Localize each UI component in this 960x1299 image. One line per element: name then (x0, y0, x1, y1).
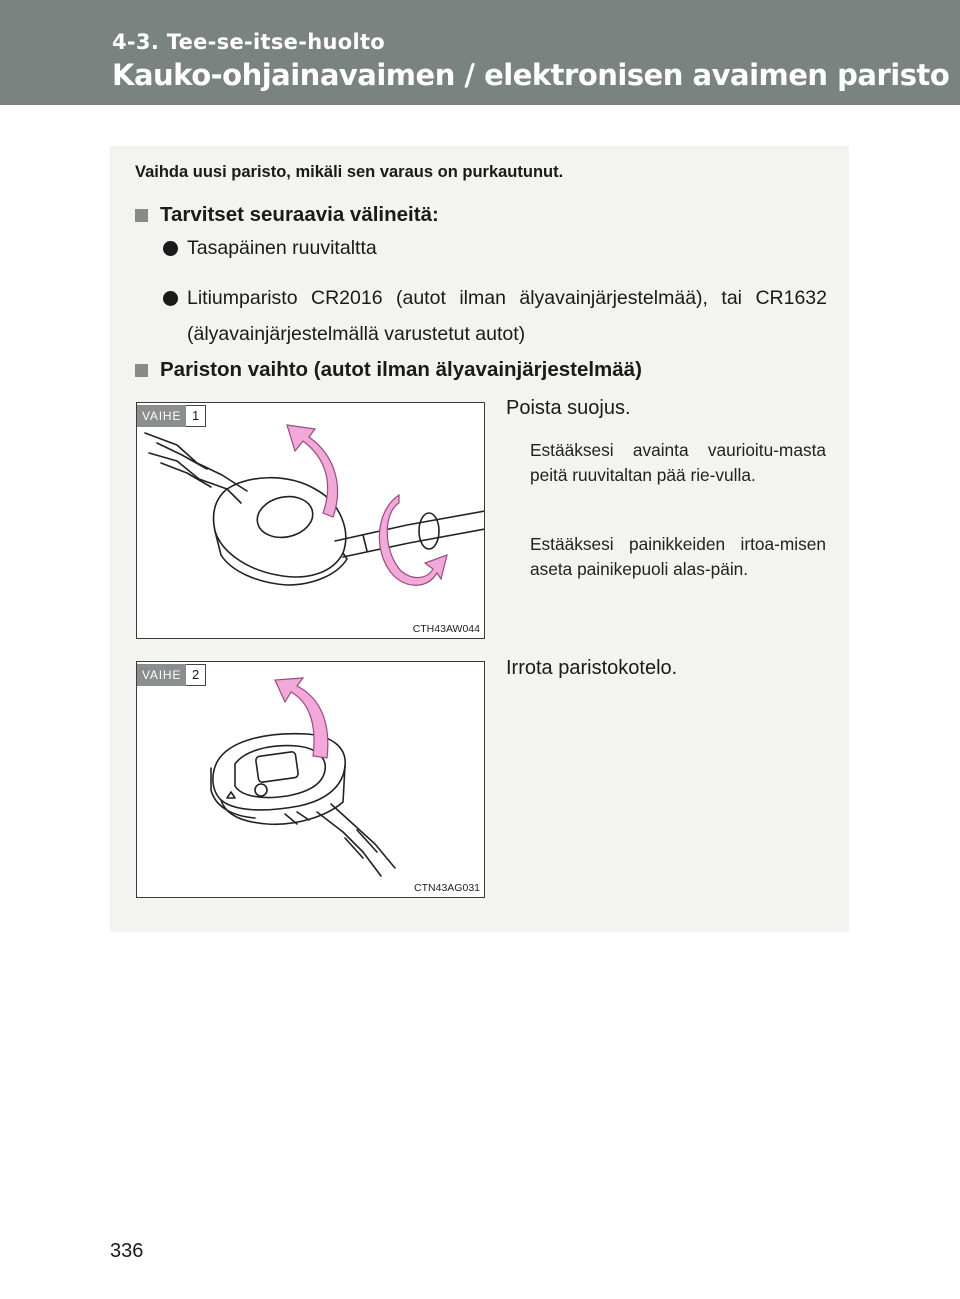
step-badge (137, 664, 206, 686)
figure-code: CTH43AW044 (412, 623, 480, 635)
battery-case-removal-illustration (137, 662, 485, 898)
square-bullet-icon (135, 364, 148, 377)
intro-text: Vaihda uusi paristo, mikäli sen varaus on purkautunut. (135, 163, 564, 181)
step-2-figure (136, 661, 485, 898)
step-1-title: Poista suojus. (506, 397, 631, 419)
tools-heading: Tarvitset seuraavia välineitä: (160, 203, 439, 226)
section-number: 4-3. Tee-se-itse-huolto (112, 30, 386, 54)
round-bullet-icon (163, 241, 178, 256)
replacement-heading: Pariston vaihto (autot ilman älyavainjärjestelmää) (160, 358, 642, 381)
step-badge (137, 405, 206, 427)
step-1-note: Estääksesi avainta vaurioitu-masta peitä ruuvitaltan pää rie-vulla. (530, 440, 826, 485)
page-title: Kauko-ohjainavaimen / elektronisen avaimen paristo (112, 58, 950, 92)
step-badge-label: VAIHE (137, 405, 186, 427)
chapter-header (0, 0, 960, 105)
tools-item: Litiumparisto CR2016 (autot ilman älyavainjärjestelmää), tai CR1632 (älyavainjärjestelmällä varustetut autot) (187, 287, 827, 345)
figure-code: CTN43AG031 (414, 882, 480, 894)
square-bullet-icon (135, 209, 148, 222)
step-badge-number: 2 (186, 664, 206, 686)
round-bullet-icon (163, 291, 178, 306)
key-cover-removal-illustration (137, 403, 485, 639)
step-badge-number: 1 (186, 405, 206, 427)
step-1-note: Estääksesi painikkeiden irtoa-misen aseta painikepuoli alas-päin. (530, 534, 826, 579)
page-number: 336 (110, 1240, 144, 1262)
step-2-title: Irrota paristokotelo. (506, 657, 678, 679)
step-1-figure (136, 402, 485, 639)
step-badge-label: VAIHE (137, 664, 186, 686)
tools-item: Tasapäinen ruuvitaltta (187, 237, 377, 259)
